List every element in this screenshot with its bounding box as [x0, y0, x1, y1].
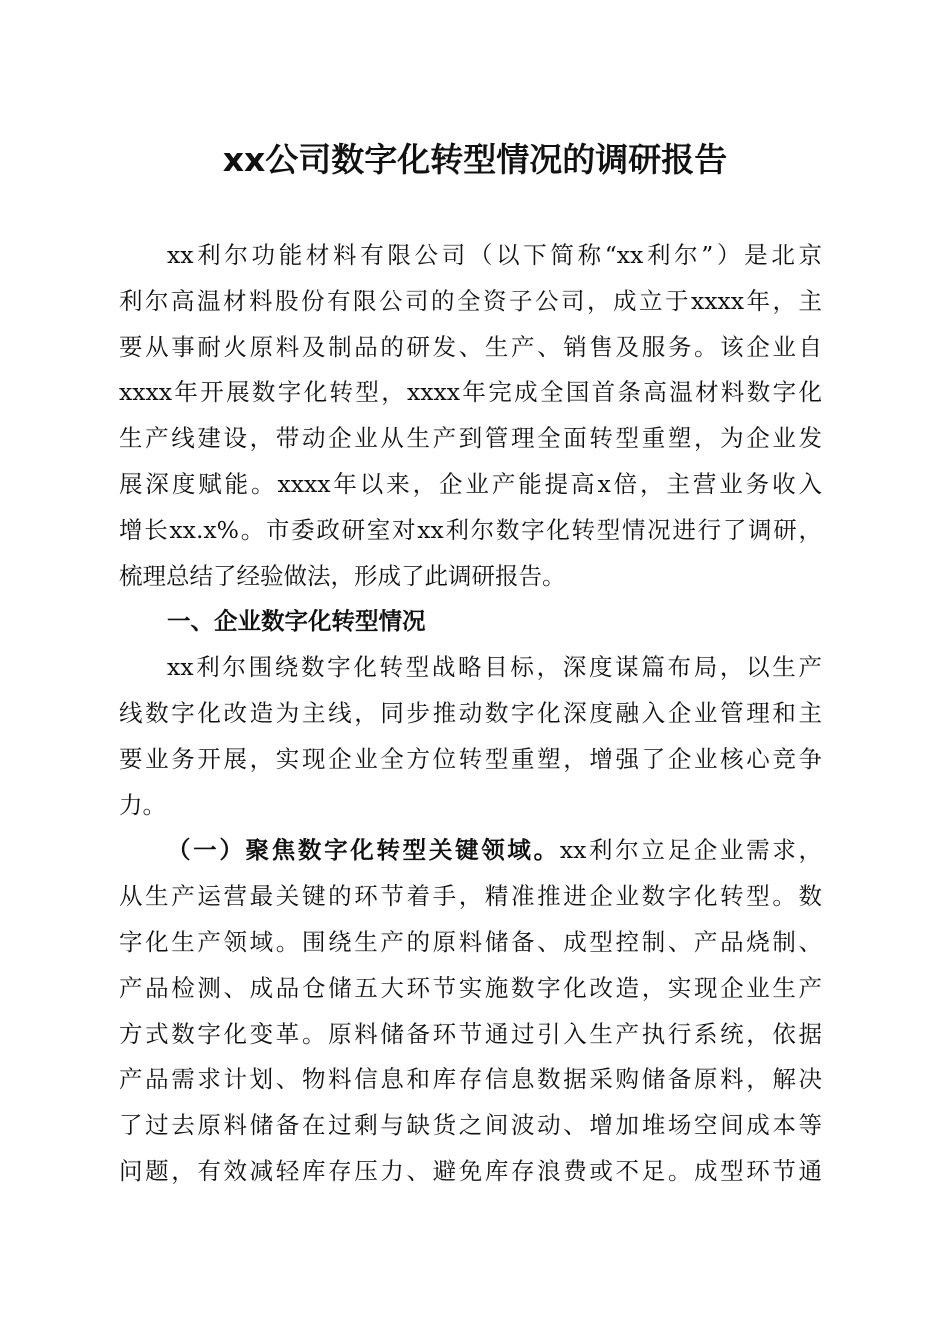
document-body	[119, 233, 822, 1195]
document-title: xx公司数字化转型情况的调研报告	[222, 140, 728, 179]
paragraph-line: 了过去原料储备在过剩与缺货之间波动、增加堆场空间成本等	[119, 1111, 822, 1140]
paragraph-line: 要业务开展，实现企业全方位转型重塑，增强了企业核心竞争	[119, 744, 822, 773]
paragraph-line: 线数字化改造为主线，同步推动数字化深度融入企业管理和主	[119, 698, 822, 727]
paragraph-line: 字化生产领域。围绕生产的原料储备、成型控制、产品烧制、	[119, 927, 822, 956]
section-heading: 一、企业数字化转型情况	[167, 607, 426, 636]
subsection-first-line	[119, 828, 822, 874]
paragraph-line: 增长xx.x%。市委政研室对xx利尔数字化转型情况进行了调研，	[119, 515, 822, 544]
paragraph-line: 产品需求计划、物料信息和库存信息数据采购储备原料，解决	[119, 1065, 822, 1094]
paragraph-line: 利尔高温材料股份有限公司的全资子公司，成立于xxxx年，主	[119, 286, 822, 315]
paragraph-line: 生产线建设，带动企业从生产到管理全面转型重塑，为企业发	[119, 424, 822, 453]
paragraph-line: xx利尔功能材料有限公司（以下简称“xx利尔”）是北京	[167, 241, 822, 269]
paragraph-line: 从生产运营最关键的环节着手，精准推进企业数字化转型。数	[119, 882, 822, 911]
paragraph-line: 梳理总结了经验做法，形成了此调研报告。	[119, 561, 566, 590]
subsection-first-line-text: xx利尔立足企业需求，	[559, 836, 823, 865]
paragraph-line: xxxx年开展数字化转型，xxxx年完成全国首条高温材料数字化	[119, 378, 822, 407]
paragraph-line: 方式数字化变革。原料储备环节通过引入生产执行系统，依据	[119, 1019, 822, 1048]
paragraph-line: xx利尔围绕数字化转型战略目标，深度谋篇布局，以生产	[167, 653, 822, 682]
subsection-heading: （一）聚焦数字化转型关键领域。	[167, 836, 560, 865]
paragraph-line: 展深度赋能。xxxx年以来，企业产能提高x倍，主营业务收入	[119, 469, 822, 498]
paragraph-line: 问题，有效减轻库存压力、避免库存浪费或不足。成型环节通	[119, 1156, 822, 1185]
paragraph-line: 产品检测、成品仓储五大环节实施数字化改造，实现企业生产	[119, 973, 822, 1002]
paragraph-line: 力。	[119, 790, 166, 819]
paragraph-line: 要从事耐火原料及制品的研发、生产、销售及服务。该企业自	[119, 332, 822, 361]
